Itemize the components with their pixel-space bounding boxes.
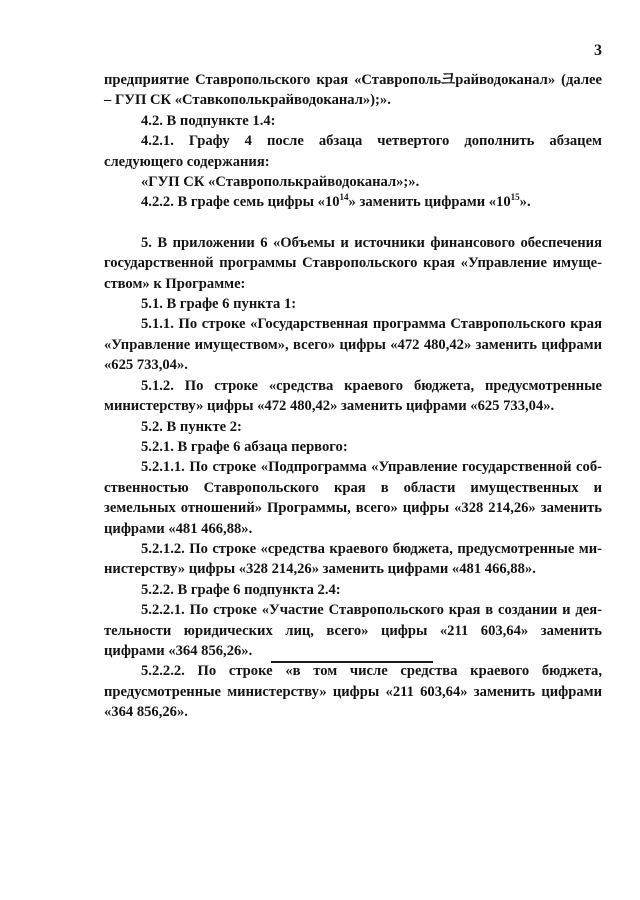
exponent-15: 15 [510,192,520,203]
closing-rule [271,661,433,663]
paragraph-4-2-2-lead: 4.2.2. В графе семь цифры «10 [141,194,340,211]
paragraph-5-2-2-2: 5.2.2.2. По строке «в том числе средства краевого бюджета, предусмотренные министерству» цифры «211 603,64» заменить цифрами «364 856,26». [104,663,602,721]
page-number: 3 [594,42,602,59]
paragraph-5-1-1: 5.1.1. По строке «Государственная программа Ставропольского края «Управление имуществом», всего» цифры «472 480,42» заменить цифрами «625 733,04». [104,316,602,374]
paragraph-5-2-1: 5.2.1. В графе 6 абзаца первого: [141,438,348,455]
exponent-14: 14 [339,192,349,203]
paragraph-4-2-2-tail: ». [519,194,531,211]
paragraph-5-2-2-1: 5.2.2.1. По строке «Участие Ставропольского края в создании и деятельности юридических лиц, всего» цифры «211 603,64» заменить цифрами «364 856,26». [104,602,602,659]
paragraph-5-1: 5.1. В графе 6 пункта 1: [141,296,297,313]
paragraph-4-2-2-mid: » заменить цифрами «10 [348,194,511,211]
paragraph-spacer [104,213,602,233]
paragraph-4-2-2 [104,192,602,212]
paragraph-5-2-1-2: 5.2.1.2. По строке «средства краевого бюджета, предусмотренные министерству» цифры «328 214,26» заменить цифрами «481 466,88». [104,540,602,578]
paragraph-5: 5. В приложении 6 «Объемы и источники финансового обеспечения государственной программы Ставропольского края «Управление имуществом» к Программе: [104,234,602,292]
paragraph-5-2-2: 5.2.2. В графе 6 подпункта 2.4: [141,581,341,598]
paragraph-5-2: 5.2. В пункте 2: [141,418,242,435]
paragraph-4-2: 4.2. В подпункте 1.4: [141,112,276,129]
paragraph-5-2-1-1: 5.2.1.1. По строке «Подпрограмма «Управление государственной собственностью Ставропольского края в области имущественных и земельных отношений» Программы, всего» цифры «328 214,26» заменить цифрами «481 466,88». [104,459,602,537]
paragraph-5-1-2: 5.1.2. По строке «средства краевого бюджета, предусмотренные министерству» цифры «472 480,42» заменить цифрами «625 733,04». [104,377,602,415]
document-body [104,70,602,723]
paragraph-enterprise-name: предприятие Ставропольского края «Ставрополь크райводоканал» (далее – ГУП СК «Ставкополькрайводоканал»);». [104,72,602,109]
paragraph-gup-sk: «ГУП СК «Ставрополькрайводоканал»;». [141,174,420,191]
paragraph-4-2-1: 4.2.1. Графу 4 после абзаца четвертого дополнить абзацем следующего содержания: [104,133,602,170]
